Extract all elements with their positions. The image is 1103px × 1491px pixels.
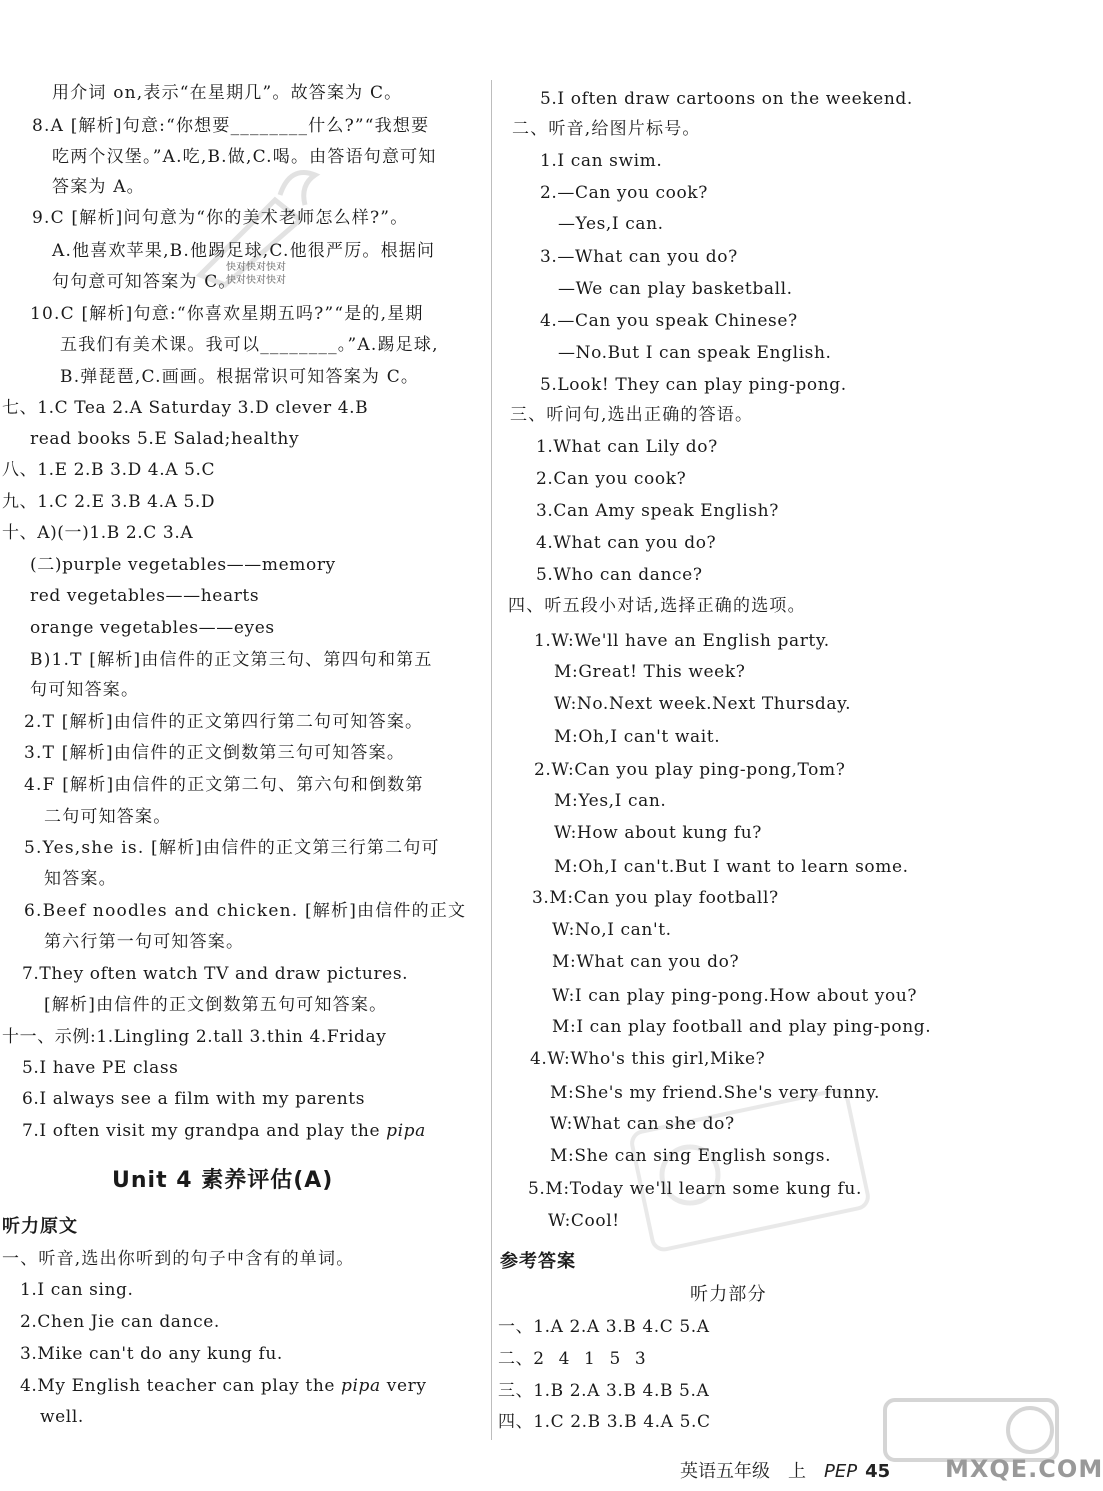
script-line: 2.—Can you cook? [540,183,708,203]
page-number: 45 [865,1461,891,1482]
script-line: 2.Can you cook? [536,469,687,489]
stamp-watermark-icon [620,1080,880,1260]
script-line: 2.Chen Jie can dance. [20,1312,220,1332]
script-line: M:She's my friend.She's very funny. [550,1083,881,1103]
answer-line: orange vegetables——eyes [30,618,275,638]
footer-volume: 上 [788,1461,806,1482]
script-line: 1.W:We'll have an English party. [534,631,830,651]
answer-line: 二、2 4 1 5 3 [498,1349,647,1369]
answer-line: 5.Yes,she is. [解析]由信件的正文第三行第二句可 [24,838,440,858]
answer-line: read books 5.E Salad;healthy [30,429,300,449]
answer-line: 八、1.E 2.B 3.D 4.A 5.C [2,460,216,480]
answer-line: 8.A [解析]句意:“你想要________什么?”“我想要 [32,116,430,136]
answer-line: 6.I always see a film with my parents [22,1089,366,1109]
script-line: W:I can play ping-pong.How about you? [552,986,918,1006]
answer-line: 10.C [解析]句意:“你喜欢星期五吗?”“是的,星期 [30,304,424,324]
script-line: 3.Mike can't do any kung fu. [20,1344,283,1364]
script-line: W:No.Next week.Next Thursday. [554,694,852,714]
script-line: W:No,I can't. [552,920,672,940]
script-line: 5.Look! They can play ping-pong. [540,375,847,395]
script-line: M:What can you do? [552,952,740,972]
script-line: 4.W:Who's this girl,Mike? [530,1049,766,1069]
answer-line: 用介词 on,表示“在星期几”。故答案为 C。 [52,83,403,103]
answer-line: 4.F [解析]由信件的正文第二句、第六句和倒数第 [24,775,424,795]
answer-line: 四、1.C 2.B 3.B 4.A 5.C [498,1412,711,1432]
footer-subject: 英语五年级 [680,1461,770,1482]
script-line: 4.What can you do? [536,533,717,553]
answer-line: A.他喜欢苹果,B.他踢足球,C.他很严厉。根据问 [52,241,436,261]
answer-line: 5.I have PE class [22,1058,179,1078]
script-line: —Yes,I can. [558,214,664,234]
script-line: M:I can play football and play ping-pong. [552,1017,932,1037]
answer-line: red vegetables——hearts [30,586,260,606]
script-line: M:Oh,I can't.But I want to learn some. [554,857,909,877]
script-line: well. [40,1407,84,1427]
answer-line: 句句意可知答案为 C。 [52,272,237,292]
script-line: M:She can sing English songs. [550,1146,832,1166]
answer-line: 3.T [解析]由信件的正文倒数第三句可知答案。 [24,743,406,763]
section-heading: 四、听五段小对话,选择正确的选项。 [508,596,806,616]
script-line: W:Cool! [548,1211,620,1231]
script-line: 1.I can sing. [20,1280,134,1300]
page-footer [680,1457,890,1483]
listening-part-heading: 听力部分 [690,1284,767,1305]
script-line: M:Yes,I can. [554,791,667,811]
column-divider [491,80,492,1440]
answer-line: 九、1.C 2.E 3.B 4.A 5.D [2,492,216,512]
script-line: 4.My English teacher can play the pipa very [20,1376,427,1396]
answer-line: 句可知答案。 [30,680,140,700]
script-line: W:How about kung fu? [554,823,763,843]
script-line: 5.I often draw cartoons on the weekend. [540,89,913,109]
script-line: 1.What can Lily do? [536,437,718,457]
answer-line: 6.Beef noodles and chicken. [解析]由信件的正文 [24,901,467,921]
answer-line: 7.I often visit my grandpa and play the pipa [22,1121,426,1141]
script-line: 5.M:Today we'll learn some kung fu. [528,1179,862,1199]
answer-line: 知答案。 [44,869,117,889]
script-line: 3.Can Amy speak English? [536,501,779,521]
watermark-site-text: MXQE.COM [945,1455,1103,1483]
footer-edition: PEP [824,1461,858,1482]
answer-line: 9.C [解析]问句意为“你的美术老师怎么样?”。 [32,208,409,228]
answer-line: 答案为 A。 [52,177,145,197]
script-line: 2.W:Can you play ping-pong,Tom? [534,760,846,780]
script-line: M:Oh,I can't wait. [554,727,721,747]
answer-line: 二句可知答案。 [44,807,172,827]
answer-line: 十一、示例:1.Lingling 2.tall 3.thin 4.Friday [2,1027,387,1047]
section-heading: 二、听音,给图片标号。 [512,119,701,139]
answer-line: 第六行第一句可知答案。 [44,932,245,952]
script-line: W:What can she do? [550,1114,735,1134]
section-heading: 三、听问句,选出正确的答语。 [510,405,754,425]
answers-heading: 参考答案 [500,1251,576,1272]
script-line: 5.Who can dance? [536,565,703,585]
answer-line: (二)purple vegetables——memory [30,555,336,575]
script-line: 3.M:Can you play football? [532,888,779,908]
answer-line: 吃两个汉堡。”A.吃,B.做,C.喝。由答语句意可知 [52,147,437,167]
script-line: 4.—Can you speak Chinese? [540,311,798,331]
script-line: 1.I can swim. [540,151,663,171]
answer-line: [解析]由信件的正文倒数第五句可知答案。 [44,995,388,1015]
answer-line: 一、1.A 2.A 3.B 4.C 5.A [498,1317,710,1337]
watermark-logo-text: 快对快对快对 快对快对快对 [226,262,286,286]
answer-line: 十、A)(一)1.B 2.C 3.A [2,523,194,543]
answer-line: 7.They often watch TV and draw pictures. [22,964,409,984]
answer-line: B.弹琵琶,C.画画。根据常识可知答案为 C。 [60,367,420,387]
answer-line: 三、1.B 2.A 3.B 4.B 5.A [498,1381,710,1401]
answer-line: 五我们有美术课。我可以________。”A.踢足球, [60,335,439,355]
answer-line: B)1.T [解析]由信件的正文第三句、第四句和第五 [30,650,433,670]
unit-title: Unit 4 素养评估(A) [112,1168,334,1193]
script-line: M:Great! This week? [554,662,746,682]
section-heading: 一、听音,选出你听到的句子中含有的单词。 [2,1249,355,1269]
script-line: 3.—What can you do? [540,247,738,267]
answer-line: 2.T [解析]由信件的正文第四行第二句可知答案。 [24,712,424,732]
script-line: —No.But I can speak English. [558,343,832,363]
answer-line: 七、1.C Tea 2.A Saturday 3.D clever 4.B [2,398,369,418]
listening-script-heading: 听力原文 [2,1216,78,1237]
script-line: —We can play basketball. [558,279,793,299]
